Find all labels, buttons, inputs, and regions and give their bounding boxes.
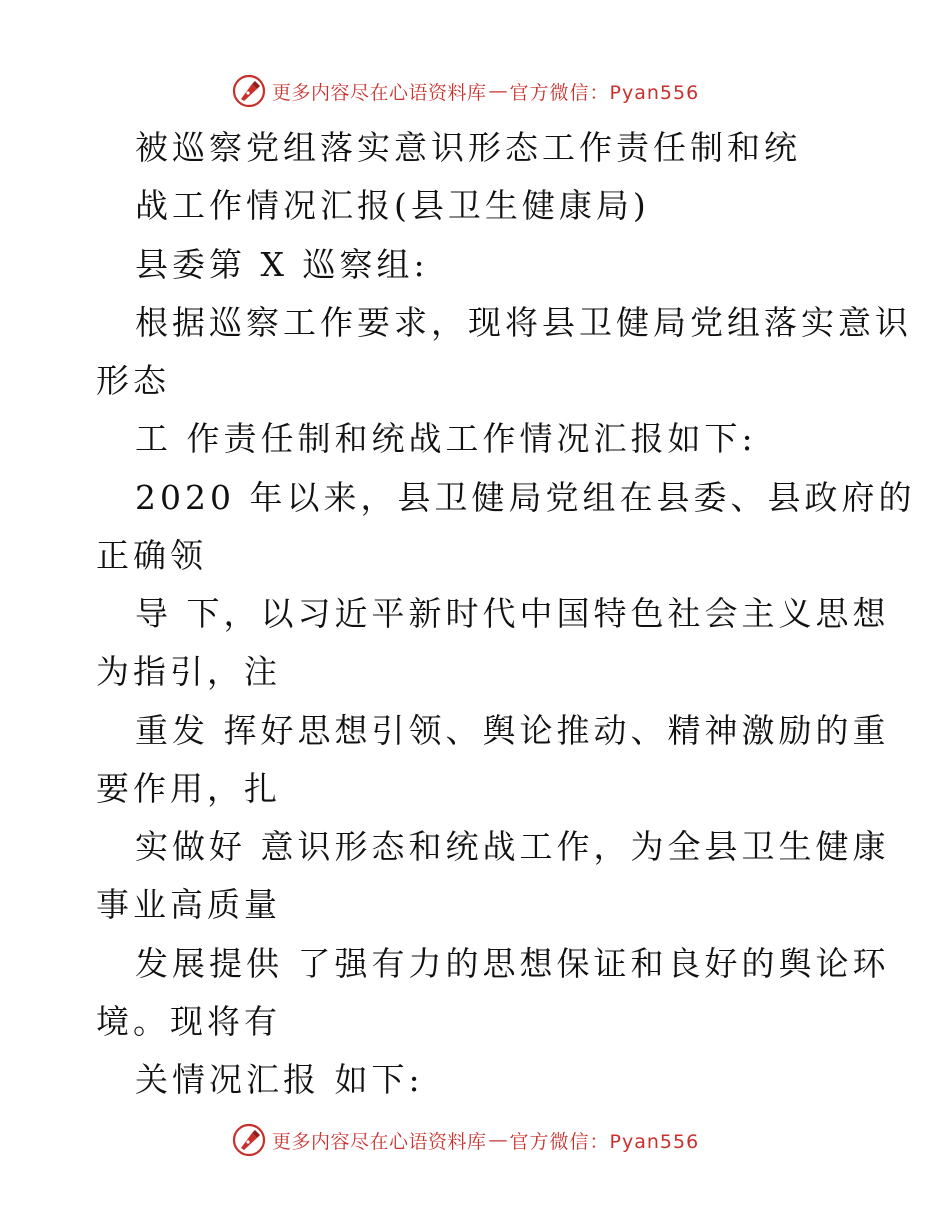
salutation: 县委第 X 巡察组:: [135, 245, 429, 284]
title-line-2: 战工作情况汇报(县卫生健康局): [135, 186, 650, 225]
watermark-official-account: 官方微信：Pyan556: [509, 81, 700, 104]
paragraph-line: 境。现将有: [96, 1002, 281, 1041]
paragraph-line: 工 作责任制和统战工作情况汇报如下:: [135, 419, 757, 458]
title-line-1: 被巡察党组落实意识形态工作责任制和统: [135, 128, 801, 167]
paragraph-line: 为指引，注: [96, 652, 281, 691]
paragraph-line: 根据巡察工作要求，现将县卫健局党组落实意识: [135, 303, 912, 342]
paragraph-line: 形态: [96, 361, 170, 400]
paragraph-line: 发展提供 了强有力的思想保证和良好的舆论环: [135, 944, 890, 983]
pen-nib-logo-icon: [232, 74, 266, 108]
paragraph-line: 实做好 意识形态和统战工作，为全县卫生健康: [135, 827, 890, 866]
watermark-separator: —: [488, 80, 508, 102]
paragraph-line: 要作用，扎: [96, 769, 281, 808]
watermark-text: 更多内容尽在心语资料库: [272, 81, 487, 104]
paragraph-line: 导 下，以习近平新时代中国特色社会主义思想: [135, 594, 890, 633]
footer-watermark: [232, 1120, 699, 1160]
paragraph-line: 2020 年以来，县卫健局党组在县委、县政府的: [135, 478, 916, 517]
watermark-text: 更多内容尽在心语资料库: [272, 1130, 487, 1153]
header-watermark: [232, 71, 699, 111]
pen-nib-logo-icon: [232, 1123, 266, 1157]
paragraph-line: 事业高质量: [96, 885, 281, 924]
paragraph-line: 正确领: [96, 536, 207, 575]
paragraph-line: 关情况汇报 如下:: [135, 1060, 424, 1099]
watermark-official-account: 官方微信：Pyan556: [509, 1130, 700, 1153]
watermark-separator: —: [488, 1129, 508, 1151]
paragraph-line: 重发 挥好思想引领、舆论推动、精神激励的重: [135, 711, 890, 750]
